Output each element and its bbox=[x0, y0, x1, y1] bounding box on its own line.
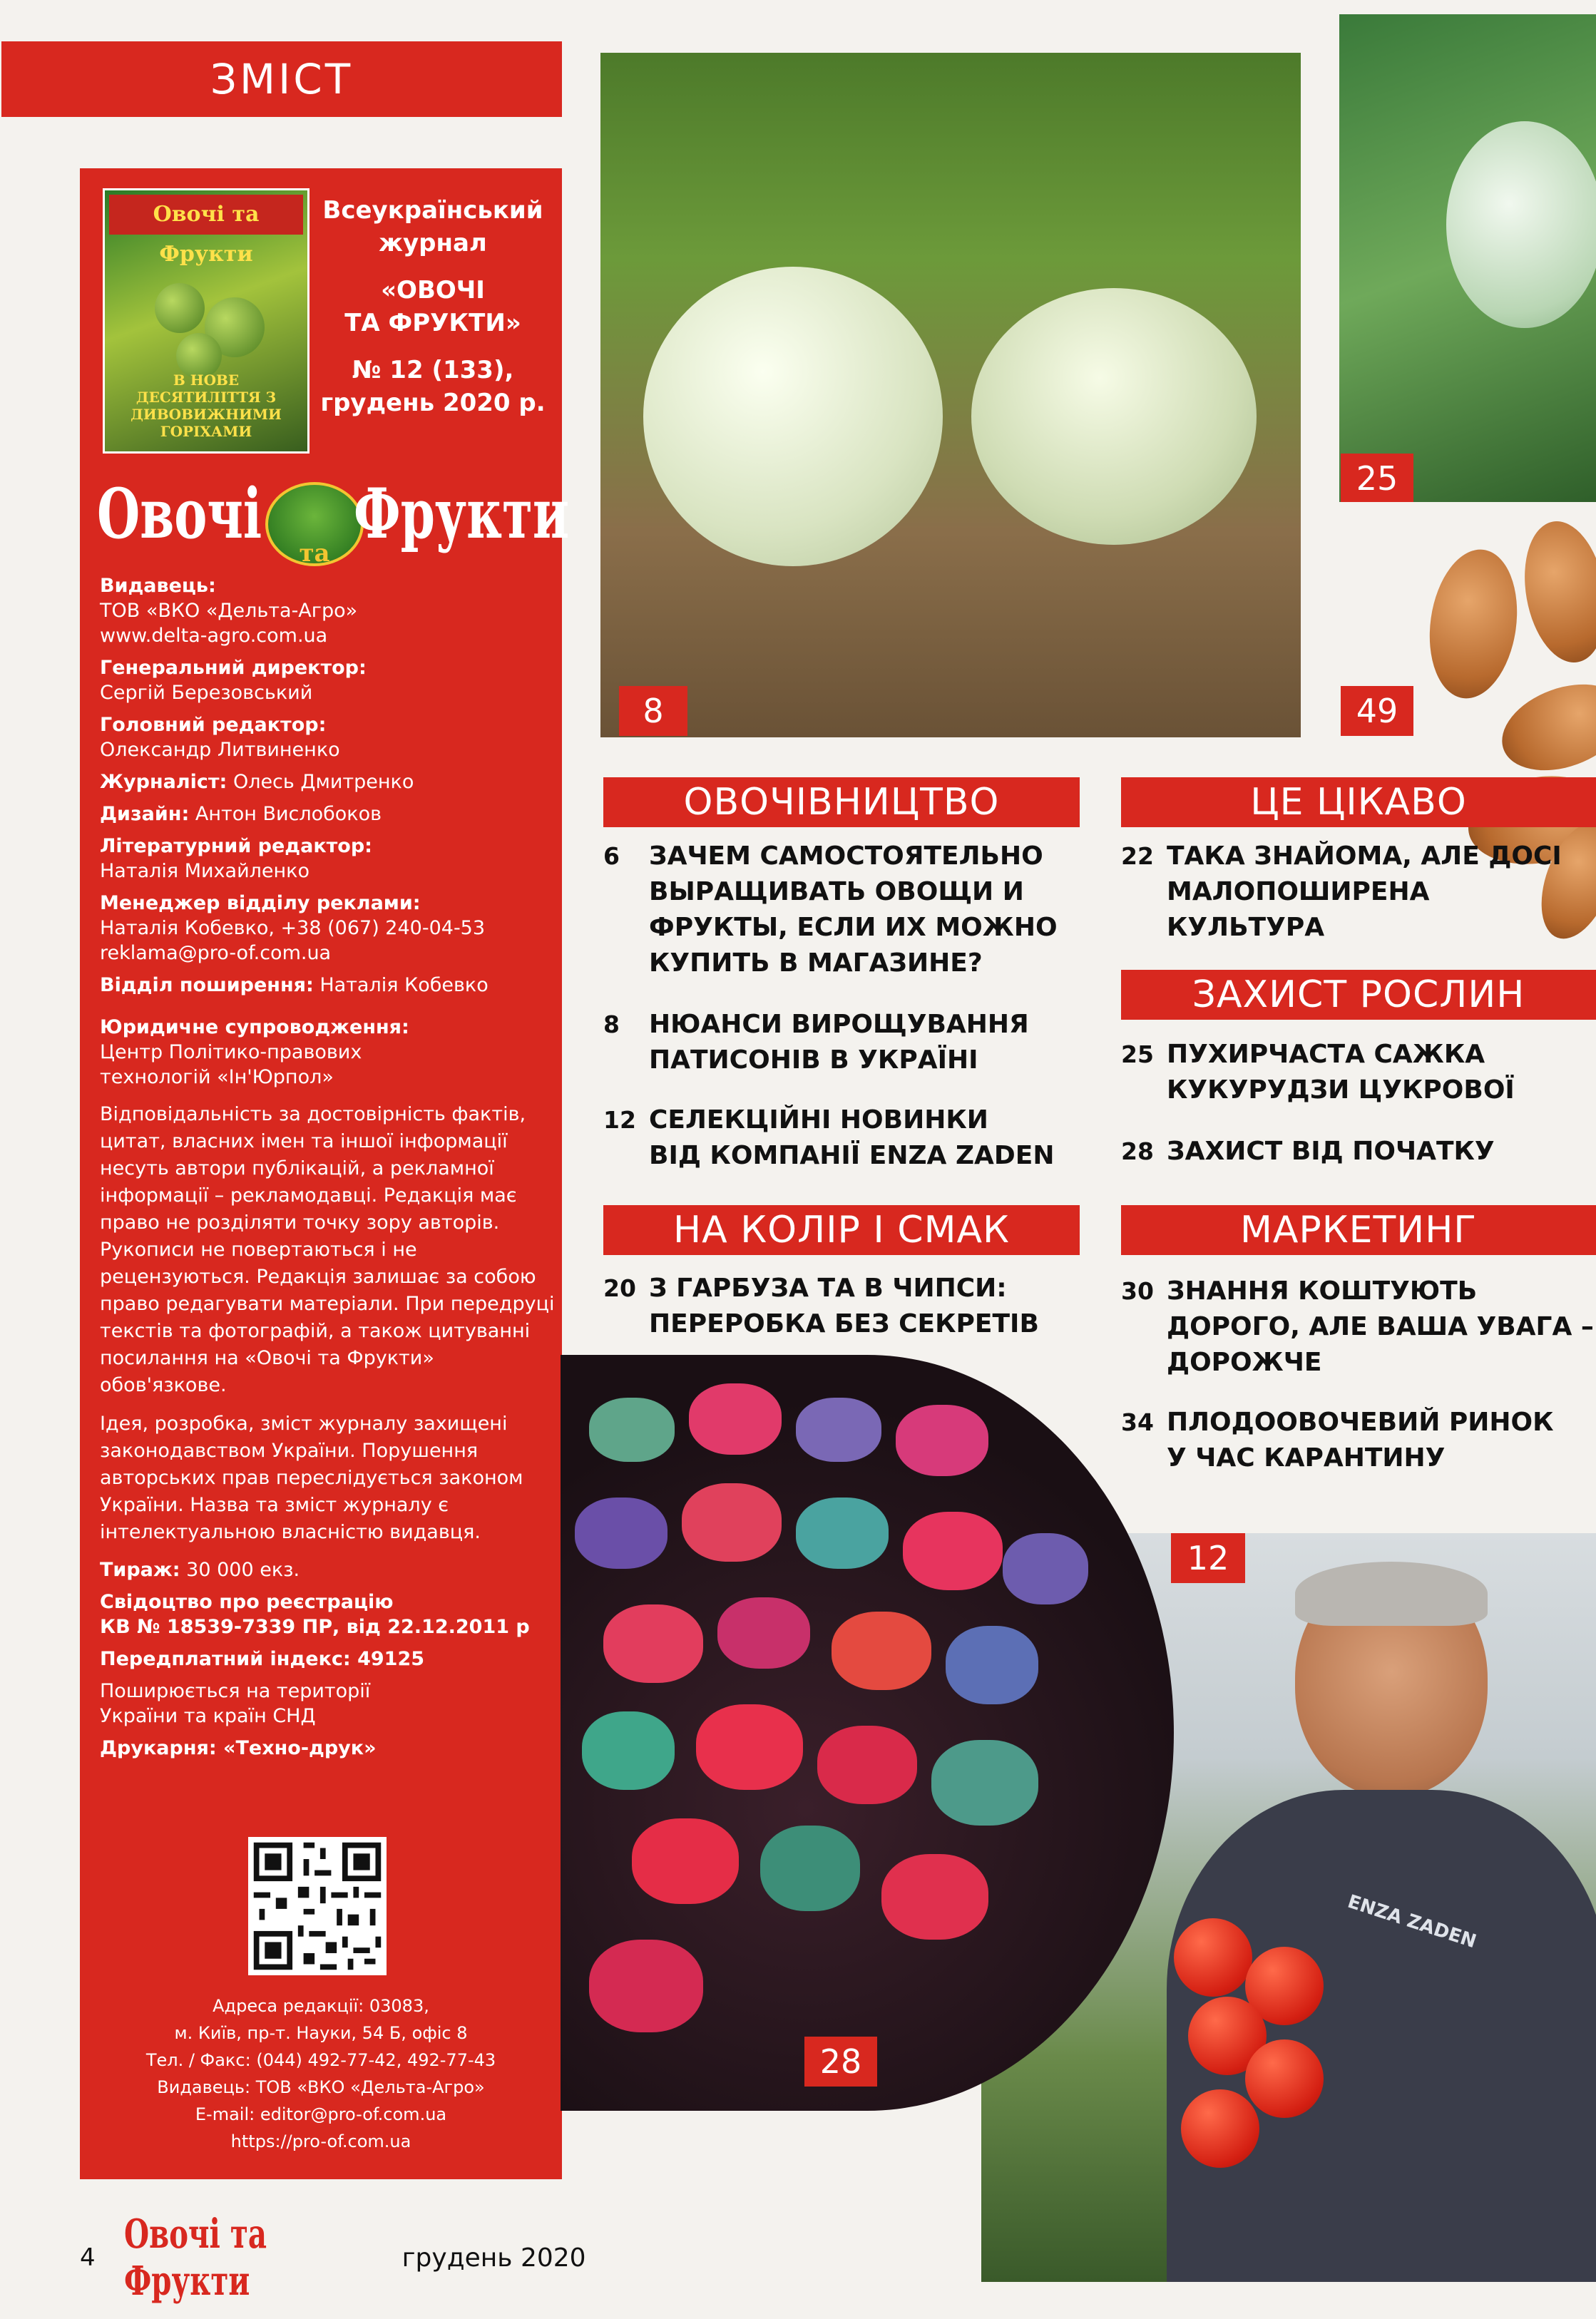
staff-label: Юридичне супроводження: bbox=[100, 1016, 409, 1038]
magazine-cover-thumbnail bbox=[103, 188, 310, 454]
tomato-image bbox=[1245, 2039, 1324, 2118]
squash-photo bbox=[600, 53, 1301, 737]
toc-page-number: 28 bbox=[1121, 1137, 1154, 1165]
logo-word-1: Овочі bbox=[97, 473, 262, 554]
toc-title bbox=[1167, 1274, 1594, 1381]
logo-connector: та bbox=[299, 539, 330, 568]
kernel-image bbox=[575, 1498, 667, 1569]
kernel-image bbox=[1003, 1533, 1088, 1604]
registration bbox=[100, 1589, 556, 1639]
kernel-image bbox=[717, 1597, 810, 1669]
page-number-badge: 25 bbox=[1341, 454, 1413, 502]
kernel-image bbox=[696, 1704, 803, 1790]
kernel-image bbox=[931, 1740, 1038, 1826]
staff-label: Відділ поширення: bbox=[100, 974, 314, 996]
staff-general-director bbox=[100, 655, 556, 705]
kernel-image bbox=[946, 1626, 1038, 1704]
toc-title-line: ПАТИСОНІВ В УКРАЇНІ bbox=[649, 1045, 978, 1075]
footer-logo: Овочі та Фрукти bbox=[123, 2211, 267, 2305]
tomato-cluster-image bbox=[1160, 1918, 1324, 2189]
staff-label: Менеджер відділу реклами: bbox=[100, 892, 421, 914]
kernel-image bbox=[896, 1405, 988, 1476]
staff-value: Наталія Михайленко bbox=[100, 860, 310, 882]
journal-name2: ТА ФРУКТИ» bbox=[344, 309, 521, 337]
section-header-plant-protection: ЗАХИСТ РОСЛИН bbox=[1121, 970, 1596, 1020]
subscription-text: Передплатний індекс: 49125 bbox=[100, 1648, 425, 1670]
kernel-image bbox=[903, 1512, 1003, 1590]
tomato-image bbox=[1174, 1918, 1252, 1997]
almond-image bbox=[1490, 669, 1596, 787]
cover-headline: В НОВЕ ДЕСЯТИЛІТТЯ З ДИВОВИЖНИМИ ГОРІХАМИ bbox=[131, 372, 282, 440]
staff-label: Журналіст: bbox=[100, 771, 227, 793]
address-line: м. Київ, пр-т. Науки, 54 Б, офіс 8 bbox=[174, 2023, 468, 2043]
magazine-logo bbox=[97, 468, 570, 568]
toc-page-number: 34 bbox=[1121, 1408, 1154, 1436]
section-header-marketing: МАРКЕТИНГ bbox=[1121, 1205, 1596, 1255]
toc-title-line: КУПИТЬ В МАГАЗИНЕ? bbox=[649, 948, 983, 978]
masthead-panel bbox=[80, 168, 570, 2179]
address-line: Адреса редакції: 03083, bbox=[213, 1996, 429, 2016]
toc-entry[interactable] bbox=[603, 1271, 1039, 1342]
staff-chief-editor bbox=[100, 712, 556, 762]
ad-email: reklama@pro-of.com.ua bbox=[100, 942, 332, 964]
toc-title-line: ПЕРЕРОБКА БЕЗ СЕКРЕТІВ bbox=[649, 1309, 1039, 1338]
cover-title: Овочі та Фрукти bbox=[109, 195, 303, 235]
staff-list bbox=[100, 573, 556, 1768]
hair-image bbox=[1295, 1562, 1488, 1626]
toc-entry[interactable] bbox=[603, 1102, 1055, 1174]
page-number-badge: 12 bbox=[1171, 1533, 1245, 1583]
qr-code[interactable] bbox=[248, 1837, 387, 1975]
kernel-image bbox=[796, 1398, 881, 1462]
toc-page-number: 20 bbox=[603, 1274, 636, 1302]
toc-page-number: 8 bbox=[603, 1010, 620, 1038]
shirt-logo: ENZA ZADEN bbox=[1344, 1890, 1479, 1953]
section-header-color-taste: НА КОЛІР І СМАК bbox=[603, 1205, 1080, 1255]
journal-line2: журнал bbox=[379, 229, 487, 257]
kernel-image bbox=[589, 1398, 675, 1462]
logo-emblem-icon bbox=[265, 482, 364, 566]
toc-title-line: КУЛЬТУРА bbox=[1167, 913, 1325, 942]
kernel-image bbox=[796, 1498, 889, 1569]
printer bbox=[100, 1736, 556, 1761]
toc-entry[interactable] bbox=[1121, 1274, 1594, 1381]
kernel-image bbox=[682, 1483, 782, 1562]
staff-label: Генеральний директор: bbox=[100, 657, 367, 679]
corn-kernels-photo bbox=[561, 1355, 1174, 2111]
toc-title-line: ФРУКТЫ, ЕСЛИ ИХ МОЖНО bbox=[649, 913, 1058, 942]
journal-name1: «ОВОЧІ bbox=[381, 276, 485, 304]
toc-title-line: НЮАНСИ ВИРОЩУВАННЯ bbox=[649, 1010, 1029, 1039]
almond-image bbox=[1421, 544, 1526, 705]
kernel-image bbox=[603, 1604, 703, 1683]
pattypan-squash-image bbox=[971, 288, 1257, 545]
toc-title bbox=[1167, 1037, 1515, 1108]
staff-journalist bbox=[100, 769, 556, 794]
tomato-image bbox=[1181, 2089, 1259, 2168]
kernel-image bbox=[881, 1854, 988, 1940]
page-number-badge: 28 bbox=[804, 2037, 877, 2087]
printer-text: Друкарня: «Техно-друк» bbox=[100, 1737, 377, 1759]
subscription-index bbox=[100, 1647, 556, 1672]
toc-title bbox=[1167, 1134, 1495, 1169]
toc-entry[interactable] bbox=[1121, 1405, 1554, 1476]
staff-literary-editor bbox=[100, 834, 556, 884]
toc-title-line: У ЧАС КАРАНТИНУ bbox=[1167, 1443, 1446, 1473]
staff-design bbox=[100, 802, 556, 826]
circulation bbox=[100, 1557, 556, 1582]
toc-title-line: ПЛОДООВОЧЕВИЙ РИНОК bbox=[1167, 1408, 1554, 1437]
staff-legal bbox=[100, 1015, 556, 1090]
page-number: 4 bbox=[80, 2243, 96, 2272]
address-website: https://pro-of.com.ua bbox=[230, 2131, 411, 2151]
staff-label: Головний редактор: bbox=[100, 714, 327, 736]
staff-ad-manager bbox=[100, 891, 556, 966]
toc-title bbox=[649, 1102, 1055, 1174]
registration-line2: КВ № 18539-7339 ПР, від 22.12.2011 р bbox=[100, 1616, 530, 1638]
toc-entry[interactable] bbox=[1121, 1134, 1495, 1169]
distribution-line: Поширюється на території bbox=[100, 1680, 371, 1702]
footer-date: грудень 2020 bbox=[401, 2243, 586, 2273]
toc-title bbox=[649, 1007, 1029, 1078]
toc-page-number: 25 bbox=[1121, 1040, 1154, 1068]
toc-entry[interactable] bbox=[1121, 839, 1562, 946]
staff-publisher bbox=[100, 573, 556, 648]
toc-title bbox=[1167, 839, 1562, 946]
toc-title bbox=[649, 1271, 1039, 1342]
staff-value: Антон Вислобоков bbox=[195, 803, 382, 825]
toc-title-line: ВЫРАЩИВАТЬ ОВОЩИ И bbox=[649, 877, 1024, 906]
toc-title-line: ЗНАННЯ КОШТУЮТЬ bbox=[1167, 1276, 1478, 1306]
staff-label: Дизайн: bbox=[100, 803, 190, 825]
toc-title-line: КУКУРУДЗИ ЦУКРОВОЇ bbox=[1167, 1075, 1515, 1105]
journal-line1: Всеукраїнський bbox=[322, 196, 543, 225]
staff-value: технологій «Ін'Юрпол» bbox=[100, 1066, 334, 1088]
address-line: Тел. / Факс: (044) 492-77-42, 492-77-43 bbox=[145, 2050, 496, 2070]
kernel-image bbox=[817, 1726, 917, 1804]
toc-title-line: ДОРОГО, АЛЕ ВАША УВАГА – bbox=[1167, 1312, 1594, 1341]
kernel-image bbox=[689, 1383, 782, 1455]
staff-value: Центр Політико-правових bbox=[100, 1041, 362, 1063]
toc-entry[interactable] bbox=[1121, 1037, 1515, 1108]
journal-info bbox=[315, 194, 551, 419]
issue-number: № 12 (133), bbox=[352, 356, 514, 384]
toc-title-line: З ГАРБУЗА ТА В ЧИПСИ: bbox=[649, 1274, 1007, 1303]
logo-word-2: Фрукти bbox=[354, 473, 570, 554]
staff-label: Літературний редактор: bbox=[100, 835, 372, 857]
kernel-image bbox=[832, 1612, 931, 1690]
page-footer bbox=[80, 2211, 586, 2305]
staff-value: Олександр Литвиненко bbox=[100, 739, 340, 761]
staff-value: Наталія Кобевко bbox=[319, 974, 488, 996]
kernel-image bbox=[589, 1940, 703, 2032]
kernel-image bbox=[632, 1818, 739, 1904]
publisher-website: www.delta-agro.com.ua bbox=[100, 625, 328, 647]
copyright-text: Ідея, розробка, зміст журналу захищені законодавством України. Порушення авторських прав переслідується законом України. Назва та зміст журналу є інтелектуальною власністю видавця. bbox=[100, 1413, 523, 1543]
address-line: Видавець: ТОВ «ВКО «Дельта-Агро» bbox=[157, 2077, 485, 2097]
page-title: ЗМІСТ bbox=[1, 41, 562, 117]
smut-gall-image bbox=[1446, 121, 1596, 328]
issue-date: грудень 2020 р. bbox=[320, 389, 546, 417]
page-number-badge: 8 bbox=[619, 686, 687, 736]
editorial-address bbox=[100, 1992, 542, 2155]
toc-page-number: 30 bbox=[1121, 1277, 1154, 1305]
distribution-line: України та країн СНД bbox=[100, 1705, 316, 1727]
staff-value: Сергій Березовський bbox=[100, 682, 313, 704]
pattypan-squash-image bbox=[643, 267, 943, 566]
corn-leaf-photo bbox=[1339, 14, 1596, 502]
distribution-area bbox=[100, 1679, 556, 1729]
kernel-image bbox=[582, 1711, 675, 1790]
toc-page-number: 6 bbox=[603, 842, 620, 870]
section-header-vegetables: ОВОЧІВНИЦТВО bbox=[603, 777, 1080, 827]
toc-entry[interactable] bbox=[603, 1007, 1029, 1078]
toc-title bbox=[1167, 1405, 1554, 1476]
walnut-image bbox=[155, 283, 205, 333]
page-number-badge: 49 bbox=[1341, 686, 1413, 736]
toc-title-line: ВІД КОМПАНІЇ ENZA ZADEN bbox=[649, 1141, 1055, 1170]
qr-code-icon bbox=[248, 1837, 387, 1975]
circulation-value: 30 000 екз. bbox=[186, 1559, 300, 1581]
toc-page-number: 22 bbox=[1121, 842, 1154, 870]
staff-label: Видавець: bbox=[100, 575, 216, 597]
staff-value: ТОВ «ВКО «Дельта-Агро» bbox=[100, 600, 358, 622]
almond-image bbox=[1514, 515, 1596, 669]
toc-title bbox=[649, 839, 1058, 981]
section-header-interesting: ЦЕ ЦІКАВО bbox=[1121, 777, 1596, 827]
staff-distribution bbox=[100, 973, 556, 998]
disclaimer-text: Відповідальність за достовірність фактів, цитат, власних імен та іншої інформації несуть автори публікацій, а рекламної інформації – рекламодавці. Редакція має право не розділяти точку зору авторів. Рукописи не повертаються і не рецензуються. Редакція залишає за собою право редагувати матеріали. При передруці текстів та фотографій, а також цитуванні посилання на «Овочі та Фрукти» обов'язкове. bbox=[100, 1103, 555, 1396]
staff-value: Олесь Дмитренко bbox=[232, 771, 414, 793]
toc-page-number: 12 bbox=[603, 1106, 636, 1134]
toc-title-line: ЗАХИСТ ВІД ПОЧАТКУ bbox=[1167, 1137, 1495, 1166]
toc-title-line: МАЛОПОШИРЕНА bbox=[1167, 877, 1430, 906]
address-email: E-mail: editor@pro-of.com.ua bbox=[195, 2104, 447, 2124]
toc-entry[interactable] bbox=[603, 839, 1058, 981]
toc-title-line: СЕЛЕКЦІЙНІ НОВИНКИ bbox=[649, 1105, 988, 1135]
toc-title-line: ЗАЧЕМ САМОСТОЯТЕЛЬНО bbox=[649, 841, 1043, 871]
circulation-label: Тираж: bbox=[100, 1559, 180, 1581]
toc-title-line: ДОРОЖЧЕ bbox=[1167, 1348, 1322, 1377]
toc-title-line: ПУХИРЧАСТА САЖКА bbox=[1167, 1040, 1485, 1069]
toc-title-line: ТАКА ЗНАЙОМА, АЛЕ ДОСІ bbox=[1167, 841, 1562, 871]
staff-value: Наталія Кобевко, +38 (067) 240-04-53 bbox=[100, 917, 486, 939]
kernel-image bbox=[760, 1826, 860, 1911]
registration-line1: Свідоцтво про реєстрацію bbox=[100, 1591, 394, 1613]
